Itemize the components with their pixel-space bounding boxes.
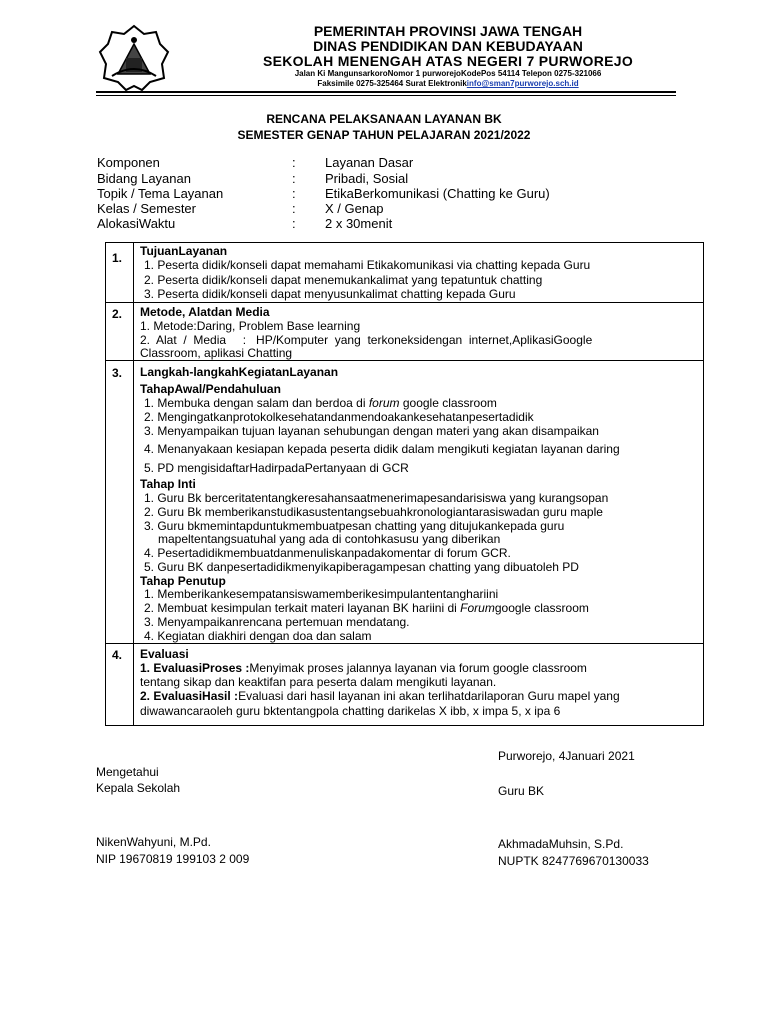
list-item: 3. Menyampaikanrencana pertemuan mendatang. <box>144 615 410 629</box>
list-item: 3. Menyampaikan tujuan layanan sehubungan dengan materi yang akan disampaikan <box>144 424 599 438</box>
info-value: EtikaBerkomunikasi (Chatting ke Guru) <box>325 186 550 201</box>
evaluation-result <box>140 689 620 703</box>
letterhead-line3: SEKOLAH MENENGAH ATAS NEGERI 7 PURWOREJO <box>262 53 634 69</box>
info-value: 2 x 30menit <box>325 216 393 231</box>
evaluation-label: 2. EvaluasiHasil : <box>140 689 239 703</box>
evaluation-result-cont: diwawancaraoleh guru bktentangpola chatting darikelas X ibb, x impa 5, x ipa 6 <box>140 704 561 718</box>
info-separator: : <box>292 201 296 216</box>
letterhead-line1: PEMERINTAH PROVINSI JAWA TENGAH <box>313 23 583 39</box>
subsection-heading: Tahap Inti <box>140 477 196 491</box>
counselor-nuptk: NUPTK 8247769670130033 <box>498 854 649 868</box>
list-item: Classroom, aplikasi Chatting <box>140 346 293 360</box>
section-heading: Evaluasi <box>140 647 189 661</box>
list-item: 1. Metode:Daring, Problem Base learning <box>140 319 361 333</box>
info-label: Topik / Tema Layanan <box>97 186 224 201</box>
fax-text: Faksimile 0275-325464 Surat Elektronik <box>317 79 467 88</box>
list-item: 2. Mengingatkanprotokolkesehatandanmendoakankesehatanpesertadidik <box>144 410 534 424</box>
email-link[interactable]: info@sman7purworejo.sch.id <box>466 79 579 88</box>
list-item-text: 1. Membuka dengan salam dan berdoa di <box>144 396 366 410</box>
letterhead-line2: DINAS PENDIDIKAN DAN KEBUDAYAAN <box>313 38 583 54</box>
section-heading: TujuanLayanan <box>140 244 228 258</box>
info-label: Kelas / Semester <box>97 201 196 216</box>
info-value: X / Genap <box>325 201 384 216</box>
list-item: 5. PD mengisidaftarHadirpadaPertanyaan di GCR <box>144 461 409 475</box>
row-divider <box>106 643 703 644</box>
counselor-label: Guru BK <box>498 784 545 798</box>
section-number: 4. <box>112 648 123 662</box>
list-item: 1. Peserta didik/konseli dapat memahami Etikakomunikasi via chatting kepada Guru <box>144 258 591 272</box>
subsection-heading: TahapAwal/Pendahuluan <box>140 382 281 396</box>
list-item: mapeltentangsuatuhal yang ada di contohkasusu yang diberikan <box>158 532 501 546</box>
place-date: Purworejo, 4Januari 2021 <box>498 749 635 763</box>
principal-nip: NIP 19670819 199103 2 009 <box>96 852 250 866</box>
list-item: 2. Alat / Media : HP/Komputer yang terkoneksidengan internet,AplikasiGoogle <box>140 333 593 347</box>
letterhead-divider-thick <box>96 91 676 93</box>
list-item-italic: forum <box>368 396 400 410</box>
list-item: 4. Pesertadidikmembuatdanmenuliskanpadakomentar di forum GCR. <box>144 546 511 560</box>
info-separator: : <box>292 186 296 201</box>
plan-table <box>105 242 704 726</box>
info-label: Komponen <box>97 155 160 170</box>
section-number: 2. <box>112 307 123 321</box>
info-value: Pribadi, Sosial <box>325 171 409 186</box>
document-title: RENCANA PELAKSANAAN LAYANAN BK <box>266 112 502 126</box>
list-item-text: 2. Membuat kesimpulan terkait materi layanan BK hariini di <box>144 601 457 615</box>
evaluation-text: Menyimak proses jalannya layanan via forum google classroom <box>249 661 587 675</box>
info-separator: : <box>292 216 296 231</box>
list-item: 2. Guru Bk memberikanstudikasustentangsebuahkronologiantarasiswadan guru maple <box>144 505 603 519</box>
acknowledged-label: Mengetahui <box>96 765 159 779</box>
document-subtitle: SEMESTER GENAP TAHUN PELAJARAN 2021/2022 <box>237 128 531 142</box>
counselor-name: AkhmadaMuhsin, S.Pd. <box>498 837 624 851</box>
info-value: Layanan Dasar <box>325 155 414 170</box>
info-label: Bidang Layanan <box>97 171 191 186</box>
info-separator: : <box>292 155 296 170</box>
evaluation-text: Evaluasi dari hasil layanan ini akan terlihatdarilaporan Guru mapel yang <box>238 689 620 703</box>
list-item: 4. Menanyakaan kesiapan kepada peserta didik dalam mengikuti kegiatan layanan daring <box>144 442 620 456</box>
list-item: 1. Guru Bk berceritatentangkeresahansaatmenerimapesandarisiswa yang kurangsopan <box>144 491 609 505</box>
row-divider <box>106 360 703 361</box>
info-separator: : <box>292 171 296 186</box>
list-item: 4. Kegiatan diakhiri dengan doa dan salam <box>144 629 372 643</box>
list-item: 1. Memberikankesempatansiswamemberikesimpulantentanghariini <box>144 587 499 601</box>
section-number: 3. <box>112 366 123 380</box>
section-heading: Langkah-langkahKegiatanLayanan <box>140 365 339 379</box>
evaluation-process-cont: tentang sikap dan keaktifan para peserta dalam mengikuti layanan. <box>140 675 497 689</box>
letterhead-address: Jalan Ki MangunsarkoroNomor 1 purworejoKodePos 54114 Telepon 0275-321066 <box>294 69 602 78</box>
principal-label: Kepala Sekolah <box>96 781 181 795</box>
section-heading: Metode, Alatdan Media <box>140 305 270 319</box>
evaluation-label: 1. EvaluasiProses : <box>140 661 250 675</box>
evaluation-process <box>140 661 587 675</box>
list-item-italic: Forum <box>460 601 495 615</box>
list-item <box>144 601 589 615</box>
subsection-heading: Tahap Penutup <box>140 574 226 588</box>
letterhead-fax <box>224 79 672 88</box>
letterhead-divider-thin <box>96 95 676 96</box>
list-item <box>144 396 497 410</box>
principal-name: NikenWahyuni, M.Pd. <box>96 835 211 849</box>
list-item-tail: google classroom <box>399 396 497 410</box>
list-item: 3. Guru bkmemintapduntukmembuatpesan chatting yang ditujukankepada guru <box>144 519 565 533</box>
government-emblem-icon <box>98 22 170 94</box>
row-divider <box>106 302 703 303</box>
list-item: 2. Peserta didik/konseli dapat menemukankalimat yang tepatuntuk chatting <box>144 273 543 287</box>
section-number: 1. <box>112 251 123 265</box>
list-item-tail: google classroom <box>494 601 589 615</box>
info-label: AlokasiWaktu <box>97 216 176 231</box>
column-divider <box>133 243 134 725</box>
list-item: 5. Guru BK danpesertadidikmenyikapiberagampesan chatting yang dibuatoleh PD <box>144 560 579 574</box>
list-item: 3. Peserta didik/konseli dapat menyusunkalimat chatting kepada Guru <box>144 287 516 301</box>
